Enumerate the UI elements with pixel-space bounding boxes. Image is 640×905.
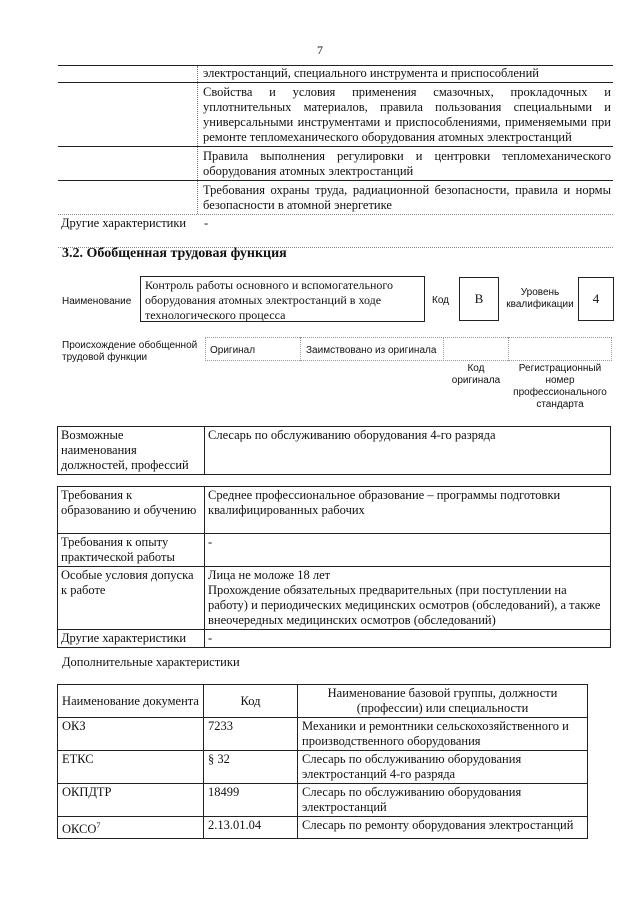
level-label: Уровень квалификации	[506, 287, 574, 310]
section-title: 3.2. Обобщенная трудовая функция	[62, 246, 287, 261]
header-code: Код	[204, 685, 298, 718]
function-code: B	[459, 277, 499, 321]
other-characteristics-row	[58, 214, 613, 247]
requirement-row: Другие характеристики -	[58, 630, 611, 648]
table-row: ОКЗ 7233 Механики и ремонтники сельскохозяйственного и производственного оборудования	[58, 718, 588, 751]
name-label: Наименование	[62, 296, 132, 307]
page-number: 7	[317, 43, 323, 57]
knowledge-row: Свойства и условия применения смазочных, прокладочных и уплотнительных материалов, правила пользования специальными и универсальными инструментами и приспособлениями, применяемыми при ремонте тепломеханического оборудования атомных электростанций	[58, 83, 613, 147]
reg-number-caption: Регистрационный номер профессионального стандарта	[513, 363, 607, 410]
table-row: ОКПДТР 18499 Слесарь по обслуживанию оборудования электростанций	[58, 784, 588, 817]
origin-borrowed: Заимствовано из оригинала	[306, 345, 437, 356]
footnote-mark: 7	[96, 821, 101, 830]
table-row: ОКСО$^7$ 2.13.01.04 Слесарь по ремонту оборудования электростанций	[58, 817, 588, 839]
requirement-row: Особые условия допуска к работе Лица не моложе 18 лет Прохождение обязательных предварительных (при поступлении на работу) и периодических медицинских осмотров (обследований), а также внеочередных медицинских осмотров (обследований)	[58, 567, 611, 630]
additional-table	[57, 684, 588, 839]
positions-table	[57, 426, 611, 475]
other-characteristics-value: -	[204, 216, 209, 230]
requirement-row: Требования к образованию и обучению Среднее профессиональное образование – программы подготовки квалифицированных рабочих	[58, 487, 611, 534]
knowledge-table-continuation	[58, 65, 613, 248]
code-original-caption: Код оригинала	[451, 363, 501, 386]
knowledge-row: Правила выполнения регулировки и центровки тепломеханического оборудования атомных электростанций	[58, 147, 613, 181]
code-label: Код	[432, 295, 450, 306]
qualification-level: 4	[578, 277, 614, 321]
requirement-row: Требования к опыту практической работы -	[58, 534, 611, 567]
knowledge-row: Требования охраны труда, радиационной безопасности, правила и нормы безопасности в атомной энергетике	[58, 181, 613, 214]
other-characteristics-label: Другие характеристики	[61, 216, 187, 230]
positions-value: Слесарь по обслуживанию оборудования 4-го разряда	[205, 427, 611, 475]
header-document: Наименование документа	[58, 685, 204, 718]
positions-label: Возможные наименования должностей, профессий	[58, 427, 205, 475]
requirement-line: Лица не моложе 18 лет	[208, 568, 331, 582]
header-name: Наименование базовой группы, должности (профессии) или специальности	[298, 685, 588, 718]
origin-label: Происхождение обобщенной трудовой функции	[62, 340, 198, 363]
table-row: ЕТКС § 32 Слесарь по обслуживанию оборудования электростанций 4-го разряда	[58, 751, 588, 784]
function-name: Контроль работы основного и вспомогательного оборудования атомных электростанций в ходе технологического процесса	[140, 276, 425, 322]
additional-title: Дополнительные характеристики	[62, 655, 240, 669]
requirement-line: Прохождение обязательных предварительных (при поступлении на работу) и периодических медицинских осмотров (обследований), а также внеочередных медицинских осмотров (обследований)	[208, 583, 601, 627]
knowledge-row: электростанций, специального инструмента и приспособлений	[58, 66, 613, 83]
origin-original: Оригинал	[210, 345, 256, 356]
requirements-table	[57, 486, 611, 648]
